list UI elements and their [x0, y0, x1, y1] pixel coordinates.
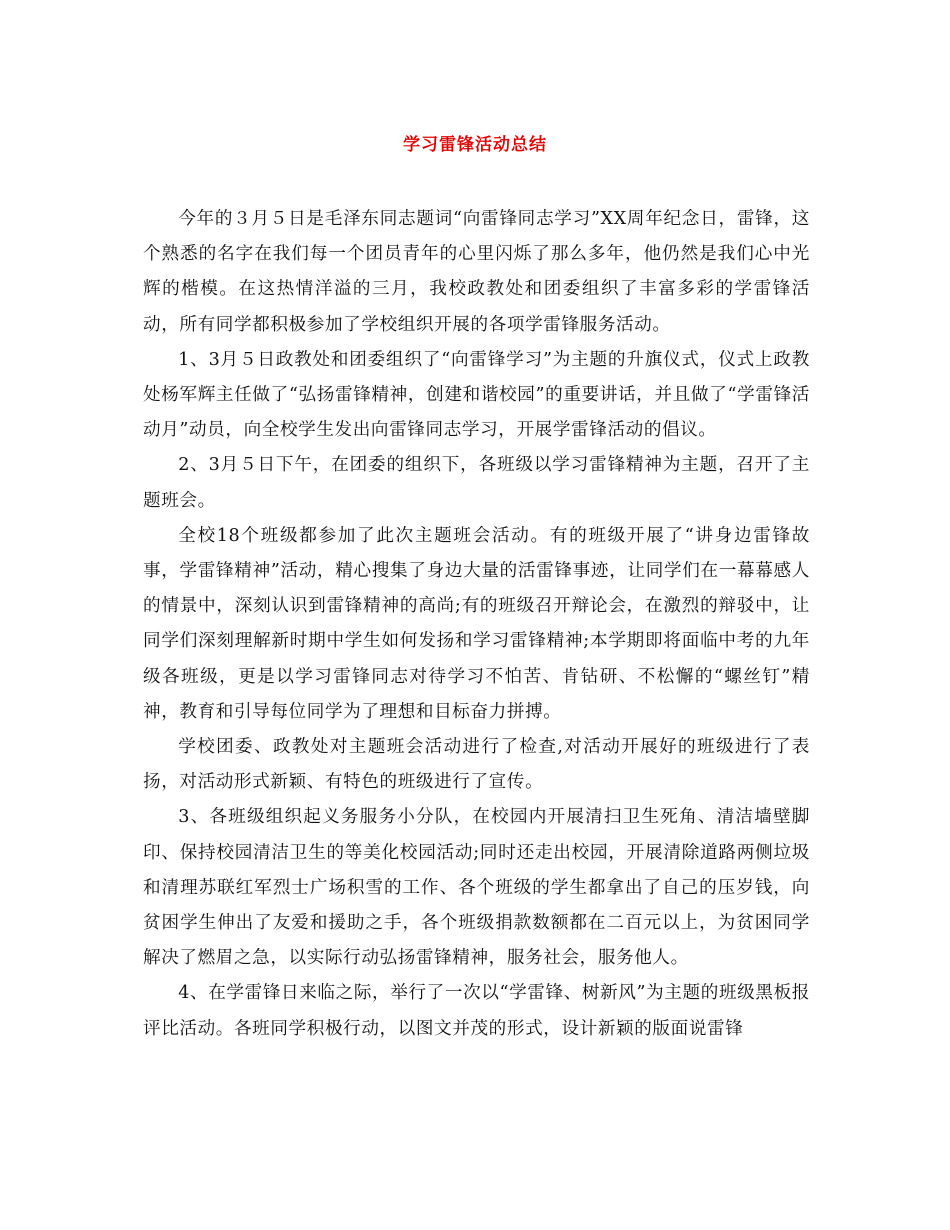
paragraph-inspection: 学校团委、政教处对主题班会活动进行了检查,对活动开展好的班级进行了表扬，对活动形式新颖、有特色的班级进行了宣传。 — [143, 737, 810, 793]
document-body — [143, 202, 810, 1047]
paragraph-class-meetings: 全校18个班级都参加了此次主题班会活动。有的班级开展了“讲身边雷锋故事，学雷锋精神”活动，精心搜集了身边大量的活雷锋事迹，让同学们在一幕幕感人的情景中，深刻认识到雷锋精神的高尚;有的班级召开辩论会，在激烈的辩驳中，让同学们深刻理解新时期中学生如何发扬和学习雷锋精神;本学期即将面临中考的九年级各班级，更是以学习雷锋同志对待学习不怕苦、肯钻研、不松懈的“螺丝钉”精神，教育和引导每位同学为了理想和目标奋力拼搏。 — [143, 525, 810, 722]
paragraph-intro: 今年的３月５日是毛泽东同志题词“向雷锋同志学习”XX周年纪念日，雷锋，这个熟悉的名字在我们每一个团员青年的心里闪烁了那么多年，他仍然是我们心中光辉的楷模。在这热情洋溢的三月，我校政教处和团委组织了丰富多彩的学雷锋活动，所有同学都积极参加了学校组织开展的各项学雷锋服务活动。 — [143, 209, 810, 335]
paragraph-item-3: 3、各班级组织起义务服务小分队，在校园内开展清扫卫生死角、清洁墙壁脚印、保持校园清洁卫生的等美化校园活动;同时还走出校园，开展清除道路两侧垃圾和清理苏联红军烈士广场积雪的工作、各个班级的学生都拿出了自己的压岁钱，向贫困学生伸出了友爱和援助之手，各个班级捐款数额都在二百元以上，为贫困同学解决了燃眉之急，以实际行动弘扬雷锋精神，服务社会，服务他人。 — [143, 807, 810, 969]
paragraph-item-2: 2、3月５日下午，在团委的组织下，各班级以学习雷锋精神为主题，召开了主题班会。 — [143, 455, 810, 511]
paragraph-item-1: 1、3月５日政教处和团委组织了“向雷锋学习”为主题的升旗仪式，仪式上政教处杨军辉主任做了“弘扬雷锋精神，创建和谐校园”的重要讲话，并且做了“学雷锋活动月”动员，向全校学生发出向雷锋同志学习，开展学雷锋活动的倡议。 — [143, 349, 810, 441]
document-title: 学习雷锋活动总结 — [403, 135, 547, 155]
paragraph-item-4: 4、在学雷锋日来临之际，举行了一次以“学雷锋、树新风”为主题的班级黑板报评比活动。各班同学积极行动，以图文并茂的形式，设计新颖的版面说雷锋 — [143, 983, 810, 1039]
